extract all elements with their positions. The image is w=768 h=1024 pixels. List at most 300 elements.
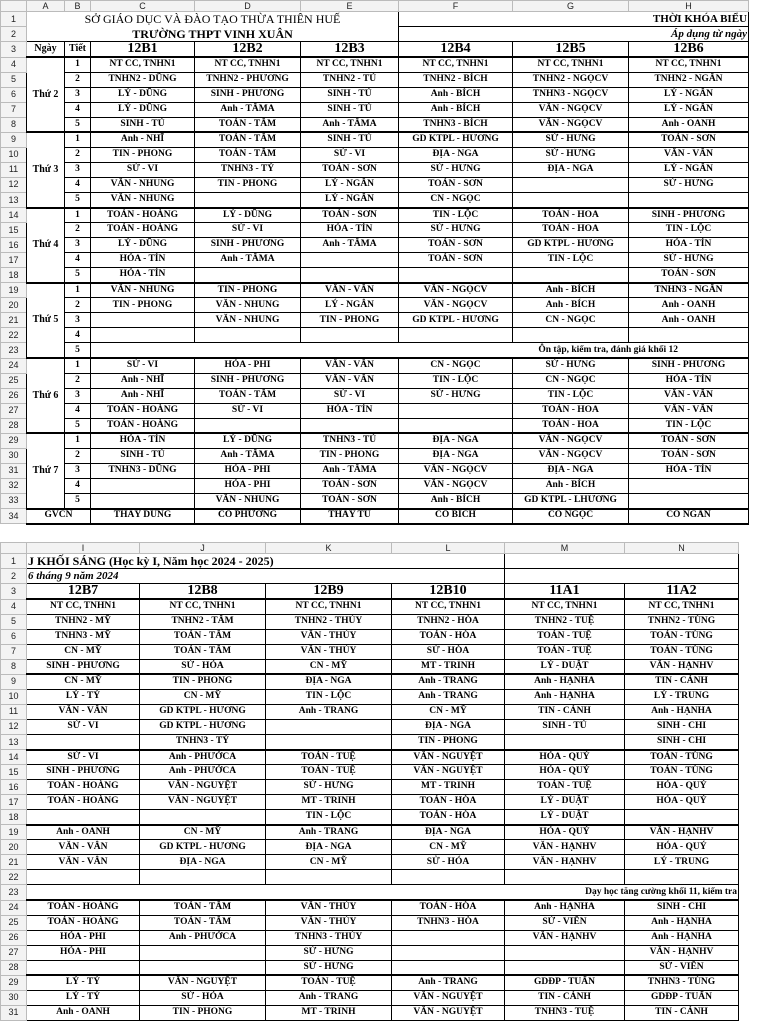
lesson-cell[interactable]: TIN - CẢNH: [625, 1005, 739, 1020]
lesson-cell[interactable]: [27, 735, 140, 750]
lesson-cell[interactable]: TOÁN - TUỆ: [266, 750, 392, 765]
lesson-cell[interactable]: MT - TRINH: [266, 795, 392, 810]
lesson-cell[interactable]: [195, 193, 301, 208]
lesson-cell[interactable]: GDĐP - TUẤN: [625, 990, 739, 1005]
lesson-cell[interactable]: TIN - PHONG: [91, 147, 195, 162]
lesson-cell[interactable]: TOÁN - HOÀNG: [27, 780, 140, 795]
lesson-cell[interactable]: HÓA - QUÝ: [505, 750, 625, 765]
lesson-cell[interactable]: VĂN - NGUYỆT: [392, 750, 505, 765]
lesson-cell[interactable]: CN - NGỌC: [399, 358, 513, 373]
lesson-cell[interactable]: CN - NGỌC: [513, 373, 629, 388]
lesson-cell[interactable]: SINH - TÚ: [301, 132, 399, 147]
lesson-cell[interactable]: LÝ - NGÂN: [301, 298, 399, 313]
lesson-cell[interactable]: NT CC, TNHN1: [27, 599, 140, 614]
lesson-cell[interactable]: MT - TRINH: [266, 1005, 392, 1020]
lesson-cell[interactable]: GD KTPL - HƯƠNG: [140, 840, 266, 855]
lesson-cell[interactable]: LÝ - TÝ: [27, 990, 140, 1005]
lesson-cell[interactable]: [266, 719, 392, 734]
lesson-cell[interactable]: Anh - HẠNHA: [505, 900, 625, 915]
lesson-cell[interactable]: VĂN - HẠNHV: [505, 855, 625, 870]
column-letter[interactable]: H: [629, 1, 749, 12]
lesson-cell[interactable]: [301, 268, 399, 283]
lesson-cell[interactable]: TNHN2 - DŨNG: [91, 72, 195, 87]
lesson-cell[interactable]: VĂN - VÂN: [301, 373, 399, 388]
lesson-cell[interactable]: [91, 478, 195, 493]
lesson-cell[interactable]: SINH - TÚ: [91, 117, 195, 132]
lesson-cell[interactable]: TOÁN - TÙNG: [625, 629, 739, 644]
lesson-cell[interactable]: NT CC, TNHN1: [195, 57, 301, 72]
lesson-cell[interactable]: SINH - PHƯƠNG: [195, 238, 301, 253]
lesson-cell[interactable]: Anh - OANH: [27, 1005, 140, 1020]
lesson-cell[interactable]: [513, 193, 629, 208]
lesson-cell[interactable]: Anh - BÍCH: [513, 283, 629, 298]
lesson-cell[interactable]: TIN - LỘC: [399, 373, 513, 388]
lesson-cell[interactable]: [399, 403, 513, 418]
lesson-cell[interactable]: TOÁN - HOA: [513, 208, 629, 223]
lesson-cell[interactable]: NT CC, TNHN1: [399, 57, 513, 72]
lesson-cell[interactable]: TNHN3 - MỸ: [27, 629, 140, 644]
lesson-cell[interactable]: [27, 960, 140, 975]
lesson-cell[interactable]: ĐỊA - NGA: [513, 162, 629, 177]
lesson-cell[interactable]: Anh - NHĨ: [91, 373, 195, 388]
column-letter[interactable]: M: [505, 543, 625, 554]
lesson-cell[interactable]: MT - TRINH: [392, 780, 505, 795]
lesson-cell[interactable]: TOÁN - SƠN: [399, 177, 513, 192]
lesson-cell[interactable]: LÝ - NGÂN: [301, 177, 399, 192]
lesson-cell[interactable]: TNHN3 - HÒA: [392, 915, 505, 930]
lesson-cell[interactable]: SINH - CHI: [625, 719, 739, 734]
lesson-cell[interactable]: TNHN2 - TÙNG: [625, 614, 739, 629]
lesson-cell[interactable]: SỬ - VIÊN: [625, 960, 739, 975]
lesson-cell[interactable]: VĂN - THỦY: [266, 629, 392, 644]
lesson-cell[interactable]: TOÁN - TÂM: [195, 388, 301, 403]
lesson-cell[interactable]: Anh - TÂMA: [195, 253, 301, 268]
lesson-cell[interactable]: [91, 328, 195, 343]
lesson-cell[interactable]: TIN - LỘC: [629, 223, 749, 238]
lesson-cell[interactable]: [513, 268, 629, 283]
lesson-cell[interactable]: SINH - PHƯƠNG: [27, 765, 140, 780]
lesson-cell[interactable]: SINH - PHƯƠNG: [629, 358, 749, 373]
lesson-cell[interactable]: TOÁN - HOÀNG: [27, 915, 140, 930]
lesson-cell[interactable]: HÓA - TÍN: [91, 268, 195, 283]
lesson-cell[interactable]: [505, 870, 625, 885]
lesson-cell[interactable]: SINH - PHƯƠNG: [27, 659, 140, 674]
lesson-cell[interactable]: VĂN - NHUNG: [91, 193, 195, 208]
lesson-cell[interactable]: LÝ - DŨNG: [91, 238, 195, 253]
lesson-cell[interactable]: ĐỊA - NGA: [140, 855, 266, 870]
lesson-cell[interactable]: SỬ - VI: [27, 750, 140, 765]
lesson-cell[interactable]: Anh - HẠNHA: [505, 689, 625, 704]
lesson-cell[interactable]: Anh - BÍCH: [399, 87, 513, 102]
lesson-cell[interactable]: HÓA - QUÝ: [505, 765, 625, 780]
lesson-cell[interactable]: SỬ - HÓA: [392, 855, 505, 870]
lesson-cell[interactable]: TNHN2 - TÂM: [140, 614, 266, 629]
lesson-cell[interactable]: NT CC, TNHN1: [625, 599, 739, 614]
lesson-cell[interactable]: LÝ - TRUNG: [625, 855, 739, 870]
lesson-cell[interactable]: GD KTPL - HƯƠNG: [399, 132, 513, 147]
lesson-cell[interactable]: TOÁN - HOÀNG: [91, 208, 195, 223]
lesson-cell[interactable]: TOÁN - HOÀNG: [91, 403, 195, 418]
lesson-cell[interactable]: [625, 810, 739, 825]
lesson-cell[interactable]: Anh - TÂMA: [301, 238, 399, 253]
lesson-cell[interactable]: TOÁN - HOA: [513, 223, 629, 238]
lesson-cell[interactable]: HÓA - QUÝ: [625, 795, 739, 810]
lesson-cell[interactable]: TOÁN - SƠN: [629, 132, 749, 147]
lesson-cell[interactable]: ĐỊA - NGA: [266, 840, 392, 855]
lesson-cell[interactable]: VĂN - NHUNG: [91, 177, 195, 192]
lesson-cell[interactable]: TNHN2 - TUỆ: [505, 614, 625, 629]
lesson-cell[interactable]: [266, 870, 392, 885]
lesson-cell[interactable]: VĂN - THỦY: [266, 900, 392, 915]
lesson-cell[interactable]: HÓA - PHI: [195, 358, 301, 373]
lesson-cell[interactable]: Anh - HẠNHA: [505, 674, 625, 689]
lesson-cell[interactable]: [505, 945, 625, 960]
lesson-cell[interactable]: VĂN - NGUYỆT: [140, 975, 266, 990]
lesson-cell[interactable]: TOÁN - HOÀNG: [27, 900, 140, 915]
lesson-cell[interactable]: NT CC, TNHN1: [392, 599, 505, 614]
lesson-cell[interactable]: Anh - TÂMA: [301, 463, 399, 478]
lesson-cell[interactable]: TOÁN - HÒA: [392, 795, 505, 810]
lesson-cell[interactable]: SINH - TÚ: [91, 448, 195, 463]
lesson-cell[interactable]: SỬ - HƯNG: [266, 960, 392, 975]
lesson-cell[interactable]: [399, 268, 513, 283]
lesson-cell[interactable]: [513, 177, 629, 192]
lesson-cell[interactable]: VĂN - VÂN: [27, 855, 140, 870]
lesson-cell[interactable]: TNHN2 - NGÂN: [629, 72, 749, 87]
lesson-cell[interactable]: ĐỊA - NGA: [392, 825, 505, 840]
lesson-cell[interactable]: SINH - CHI: [625, 900, 739, 915]
lesson-cell[interactable]: VĂN - NHUNG: [195, 493, 301, 508]
lesson-cell[interactable]: Anh - OANH: [629, 298, 749, 313]
lesson-cell[interactable]: TNHN2 - TÚ: [301, 72, 399, 87]
lesson-cell[interactable]: [195, 268, 301, 283]
lesson-cell[interactable]: NT CC, TNHN1: [266, 599, 392, 614]
lesson-cell[interactable]: Anh - HẠNHA: [625, 704, 739, 719]
lesson-cell[interactable]: NT CC, TNHN1: [629, 57, 749, 72]
lesson-cell[interactable]: VĂN - NGUYỆT: [392, 765, 505, 780]
lesson-cell[interactable]: SỬ - HƯNG: [399, 162, 513, 177]
lesson-cell[interactable]: ĐỊA - NGA: [399, 433, 513, 448]
lesson-cell[interactable]: [392, 870, 505, 885]
lesson-cell[interactable]: ĐỊA - NGA: [399, 147, 513, 162]
lesson-cell[interactable]: MT - TRINH: [392, 659, 505, 674]
lesson-cell[interactable]: Anh - NHĨ: [91, 388, 195, 403]
lesson-cell[interactable]: SỬ - VI: [91, 162, 195, 177]
lesson-cell[interactable]: TOÁN - SƠN: [301, 208, 399, 223]
lesson-cell[interactable]: [301, 253, 399, 268]
lesson-cell[interactable]: HÓA - PHI: [195, 478, 301, 493]
lesson-cell[interactable]: SỬ - VI: [301, 147, 399, 162]
lesson-cell[interactable]: [91, 493, 195, 508]
lesson-cell[interactable]: SỬ - HƯNG: [513, 147, 629, 162]
lesson-cell[interactable]: [392, 960, 505, 975]
lesson-cell[interactable]: TOÁN - TÂM: [195, 147, 301, 162]
lesson-cell[interactable]: SỬ - HƯNG: [266, 780, 392, 795]
lesson-cell[interactable]: SINH - PHƯƠNG: [195, 87, 301, 102]
lesson-cell[interactable]: VĂN - NGUYỆT: [140, 780, 266, 795]
lesson-cell[interactable]: TOÁN - TÂM: [140, 900, 266, 915]
lesson-cell[interactable]: SỬ - HƯNG: [629, 177, 749, 192]
lesson-cell[interactable]: Anh - TRANG: [266, 990, 392, 1005]
lesson-cell[interactable]: TOÁN - SƠN: [629, 433, 749, 448]
lesson-cell[interactable]: TOÁN - HOÀNG: [27, 795, 140, 810]
lesson-cell[interactable]: [399, 328, 513, 343]
lesson-cell[interactable]: HÓA - TÍN: [91, 253, 195, 268]
lesson-cell[interactable]: LÝ - DUẬT: [505, 795, 625, 810]
lesson-cell[interactable]: HÓA - PHI: [195, 463, 301, 478]
lesson-cell[interactable]: TNHN3 - TÚ: [301, 433, 399, 448]
lesson-cell[interactable]: [266, 735, 392, 750]
lesson-cell[interactable]: VĂN - NHUNG: [91, 283, 195, 298]
lesson-cell[interactable]: Anh - TRANG: [266, 704, 392, 719]
lesson-cell[interactable]: TNHN2 - BÍCH: [399, 72, 513, 87]
lesson-cell[interactable]: Anh - BÍCH: [513, 298, 629, 313]
lesson-cell[interactable]: SỬ - HƯNG: [629, 253, 749, 268]
lesson-cell[interactable]: TNHN2 - THỦY: [266, 614, 392, 629]
lesson-cell[interactable]: VĂN - VÂN: [27, 704, 140, 719]
lesson-cell[interactable]: TOÁN - TÂM: [140, 629, 266, 644]
lesson-cell[interactable]: VĂN - HẠNHV: [625, 825, 739, 840]
lesson-cell[interactable]: LÝ - TRUNG: [625, 689, 739, 704]
lesson-cell[interactable]: CN - MỸ: [140, 689, 266, 704]
lesson-cell[interactable]: Anh - HẠNHA: [625, 915, 739, 930]
lesson-cell[interactable]: SỬ - VI: [301, 388, 399, 403]
lesson-cell[interactable]: LÝ - DŨNG: [195, 208, 301, 223]
lesson-cell[interactable]: Anh - OANH: [27, 825, 140, 840]
lesson-cell[interactable]: VĂN - NGỌCV: [513, 102, 629, 117]
lesson-cell[interactable]: VĂN - NGUYỆT: [392, 1005, 505, 1020]
lesson-cell[interactable]: CN - MỸ: [392, 704, 505, 719]
column-letter[interactable]: L: [392, 543, 505, 554]
lesson-cell[interactable]: SỬ - HÓA: [140, 990, 266, 1005]
lesson-cell[interactable]: TIN - PHONG: [91, 298, 195, 313]
lesson-cell[interactable]: GDĐP - TUẤN: [505, 975, 625, 990]
lesson-cell[interactable]: TOÁN - SƠN: [301, 493, 399, 508]
lesson-cell[interactable]: TOÁN - SƠN: [629, 448, 749, 463]
lesson-cell[interactable]: [629, 493, 749, 508]
lesson-cell[interactable]: TIN - LỘC: [629, 418, 749, 433]
lesson-cell[interactable]: SỬ - HÓA: [140, 659, 266, 674]
lesson-cell[interactable]: VĂN - NGỌCV: [513, 448, 629, 463]
lesson-cell[interactable]: CN - MỸ: [140, 825, 266, 840]
lesson-cell[interactable]: CN - NGỌC: [399, 193, 513, 208]
lesson-cell[interactable]: HÓA - TÍN: [629, 463, 749, 478]
lesson-cell[interactable]: SINH - CHI: [625, 735, 739, 750]
lesson-cell[interactable]: TIN - PHONG: [301, 313, 399, 328]
lesson-cell[interactable]: TOÁN - TUỆ: [266, 765, 392, 780]
lesson-cell[interactable]: Anh - OANH: [629, 117, 749, 132]
lesson-cell[interactable]: TOÁN - TÙNG: [625, 765, 739, 780]
lesson-cell[interactable]: VĂN - NGỌCV: [513, 117, 629, 132]
lesson-cell[interactable]: VĂN - HẠNHV: [505, 840, 625, 855]
lesson-cell[interactable]: [91, 313, 195, 328]
lesson-cell[interactable]: SINH - PHƯƠNG: [195, 373, 301, 388]
lesson-cell[interactable]: TIN - CẢNH: [505, 704, 625, 719]
lesson-cell[interactable]: TIN - CẢNH: [625, 674, 739, 689]
lesson-cell[interactable]: LÝ - TÝ: [27, 975, 140, 990]
lesson-cell[interactable]: TOÁN - HOÀNG: [91, 223, 195, 238]
lesson-cell[interactable]: TNHN2 - PHƯƠNG: [195, 72, 301, 87]
lesson-cell[interactable]: TIN - LỘC: [266, 689, 392, 704]
lesson-cell[interactable]: TOÁN - HÒA: [392, 810, 505, 825]
lesson-cell[interactable]: VĂN - VÂN: [301, 358, 399, 373]
lesson-cell[interactable]: Anh - TÂMA: [195, 448, 301, 463]
lesson-cell[interactable]: TOÁN - HOA: [513, 418, 629, 433]
lesson-cell[interactable]: SINH - TÚ: [505, 719, 625, 734]
lesson-cell[interactable]: TNHN3 - DŨNG: [91, 463, 195, 478]
lesson-cell[interactable]: TNHN3 - THỦY: [266, 930, 392, 945]
lesson-cell[interactable]: Anh - PHƯỚCA: [140, 750, 266, 765]
lesson-cell[interactable]: VĂN - NHUNG: [195, 298, 301, 313]
lesson-cell[interactable]: Anh - PHƯỚCA: [140, 930, 266, 945]
lesson-cell[interactable]: SỬ - VI: [195, 223, 301, 238]
lesson-cell[interactable]: VĂN - VÂN: [301, 283, 399, 298]
lesson-cell[interactable]: [625, 870, 739, 885]
lesson-cell[interactable]: Anh - NHĨ: [91, 132, 195, 147]
lesson-cell[interactable]: ĐỊA - NGA: [392, 719, 505, 734]
lesson-cell[interactable]: TNHN3 - TUỆ: [505, 1005, 625, 1020]
lesson-cell[interactable]: TOÁN - TUỆ: [505, 780, 625, 795]
lesson-cell[interactable]: HÓA - QUÝ: [625, 780, 739, 795]
lesson-cell[interactable]: SỬ - HÒA: [392, 644, 505, 659]
lesson-cell[interactable]: Anh - TRANG: [392, 689, 505, 704]
lesson-cell[interactable]: Anh - HẠNHA: [625, 930, 739, 945]
lesson-cell[interactable]: [140, 945, 266, 960]
lesson-cell[interactable]: [629, 328, 749, 343]
lesson-cell[interactable]: ĐỊA - NGA: [513, 463, 629, 478]
lesson-cell[interactable]: TOÁN - TÙNG: [625, 644, 739, 659]
lesson-cell[interactable]: TIN - PHONG: [195, 177, 301, 192]
lesson-cell[interactable]: TOÁN - TÙNG: [625, 750, 739, 765]
lesson-cell[interactable]: LÝ - DŨNG: [91, 87, 195, 102]
lesson-cell[interactable]: [140, 810, 266, 825]
lesson-cell[interactable]: [195, 418, 301, 433]
lesson-cell[interactable]: VĂN - VÂN: [27, 840, 140, 855]
lesson-cell[interactable]: TOÁN - HÒA: [392, 629, 505, 644]
lesson-cell[interactable]: [195, 328, 301, 343]
lesson-cell[interactable]: VĂN - NGỌCV: [399, 463, 513, 478]
lesson-cell[interactable]: VĂN - NGỌCV: [513, 433, 629, 448]
lesson-cell[interactable]: TOÁN - TUỆ: [505, 629, 625, 644]
lesson-cell[interactable]: [27, 870, 140, 885]
lesson-cell[interactable]: GD KTPL - LHƯƠNG: [513, 493, 629, 508]
lesson-cell[interactable]: LÝ - NGÂN: [301, 193, 399, 208]
lesson-cell[interactable]: HÓA - QUÝ: [505, 825, 625, 840]
lesson-cell[interactable]: TOÁN - SƠN: [301, 478, 399, 493]
lesson-cell[interactable]: LÝ - NGÂN: [629, 102, 749, 117]
lesson-cell[interactable]: TIN - PHONG: [392, 735, 505, 750]
lesson-cell[interactable]: VĂN - THỦY: [266, 915, 392, 930]
column-letter[interactable]: K: [266, 543, 392, 554]
lesson-cell[interactable]: TIN - LỘC: [399, 208, 513, 223]
lesson-cell[interactable]: TNHN2 - NGỌCV: [513, 72, 629, 87]
lesson-cell[interactable]: LÝ - NGÂN: [629, 87, 749, 102]
lesson-cell[interactable]: [505, 735, 625, 750]
lesson-cell[interactable]: [392, 945, 505, 960]
lesson-cell[interactable]: CN - NGỌC: [513, 313, 629, 328]
lesson-cell[interactable]: TOÁN - TUỆ: [505, 644, 625, 659]
lesson-cell[interactable]: [399, 418, 513, 433]
lesson-cell[interactable]: TIN - LỘC: [513, 388, 629, 403]
lesson-cell[interactable]: ĐỊA - NGA: [399, 448, 513, 463]
lesson-cell[interactable]: TOÁN - TÂM: [140, 644, 266, 659]
lesson-cell[interactable]: [140, 870, 266, 885]
lesson-cell[interactable]: VĂN - VÂN: [629, 147, 749, 162]
lesson-cell[interactable]: TIN - LỘC: [266, 810, 392, 825]
lesson-cell[interactable]: TIN - PHONG: [140, 1005, 266, 1020]
lesson-cell[interactable]: [505, 960, 625, 975]
lesson-cell[interactable]: LÝ - NGÂN: [629, 162, 749, 177]
lesson-cell[interactable]: TOÁN - SƠN: [399, 238, 513, 253]
lesson-cell[interactable]: VĂN - THỦY: [266, 644, 392, 659]
lesson-cell[interactable]: [513, 328, 629, 343]
lesson-cell[interactable]: SỬ - HƯNG: [399, 223, 513, 238]
lesson-cell[interactable]: Anh - TRANG: [392, 674, 505, 689]
lesson-cell[interactable]: Anh - TÂMA: [301, 117, 399, 132]
lesson-cell[interactable]: GD KTPL - HƯƠNG: [140, 704, 266, 719]
lesson-cell[interactable]: Anh - TRANG: [392, 975, 505, 990]
lesson-cell[interactable]: TIN - PHONG: [301, 448, 399, 463]
column-letter[interactable]: F: [399, 1, 513, 12]
lesson-cell[interactable]: VĂN - NGUYỆT: [392, 990, 505, 1005]
column-letter[interactable]: A: [27, 1, 65, 12]
lesson-cell[interactable]: TNHN3 - NGÂN: [629, 283, 749, 298]
lesson-cell[interactable]: HÓA - PHI: [27, 945, 140, 960]
lesson-cell[interactable]: HÓA - TÍN: [629, 373, 749, 388]
column-letter[interactable]: D: [195, 1, 301, 12]
lesson-cell[interactable]: NT CC, TNHN1: [91, 57, 195, 72]
column-letter[interactable]: N: [625, 543, 739, 554]
lesson-cell[interactable]: [629, 193, 749, 208]
lesson-cell[interactable]: NT CC, TNHN1: [140, 599, 266, 614]
lesson-cell[interactable]: VĂN - NGỌCV: [399, 478, 513, 493]
lesson-cell[interactable]: SỬ - HƯNG: [513, 358, 629, 373]
lesson-cell[interactable]: CN - MỸ: [27, 674, 140, 689]
lesson-cell[interactable]: VĂN - VÂN: [629, 388, 749, 403]
lesson-cell[interactable]: SINH - TÚ: [301, 102, 399, 117]
lesson-cell[interactable]: [301, 328, 399, 343]
lesson-cell[interactable]: SỬ - VIÊN: [505, 915, 625, 930]
lesson-cell[interactable]: VĂN - VÂN: [629, 403, 749, 418]
lesson-cell[interactable]: TNHN2 - HÒA: [392, 614, 505, 629]
column-letter[interactable]: E: [301, 1, 399, 12]
lesson-cell[interactable]: HÓA - QUÝ: [625, 840, 739, 855]
lesson-cell[interactable]: TNHN2 - MỸ: [27, 614, 140, 629]
lesson-cell[interactable]: TIN - PHONG: [140, 674, 266, 689]
lesson-cell[interactable]: TOÁN - TÂM: [140, 915, 266, 930]
lesson-cell[interactable]: TIN - PHONG: [195, 283, 301, 298]
lesson-cell[interactable]: SỬ - HƯNG: [266, 945, 392, 960]
lesson-cell[interactable]: Anh - OANH: [629, 313, 749, 328]
lesson-cell[interactable]: GD KTPL - HƯƠNG: [140, 719, 266, 734]
lesson-cell[interactable]: NT CC, TNHN1: [513, 57, 629, 72]
lesson-cell[interactable]: VĂN - HẠNHV: [625, 659, 739, 674]
lesson-cell[interactable]: TNHN3 - TÝ: [195, 162, 301, 177]
lesson-cell[interactable]: SỬ - VI: [195, 403, 301, 418]
lesson-cell[interactable]: CN - MỸ: [266, 659, 392, 674]
lesson-cell[interactable]: NT CC, TNHN1: [505, 599, 625, 614]
lesson-cell[interactable]: VĂN - NHUNG: [195, 313, 301, 328]
lesson-cell[interactable]: Anh - BÍCH: [513, 478, 629, 493]
lesson-cell[interactable]: [301, 418, 399, 433]
lesson-cell[interactable]: TIN - CẢNH: [505, 990, 625, 1005]
column-letter[interactable]: G: [513, 1, 629, 12]
column-letter[interactable]: B: [65, 1, 91, 12]
lesson-cell[interactable]: TNHN3 - NGỌCV: [513, 87, 629, 102]
lesson-cell[interactable]: LÝ - TÝ: [27, 689, 140, 704]
lesson-cell[interactable]: [629, 478, 749, 493]
lesson-cell[interactable]: GD KTPL - HƯƠNG: [399, 313, 513, 328]
